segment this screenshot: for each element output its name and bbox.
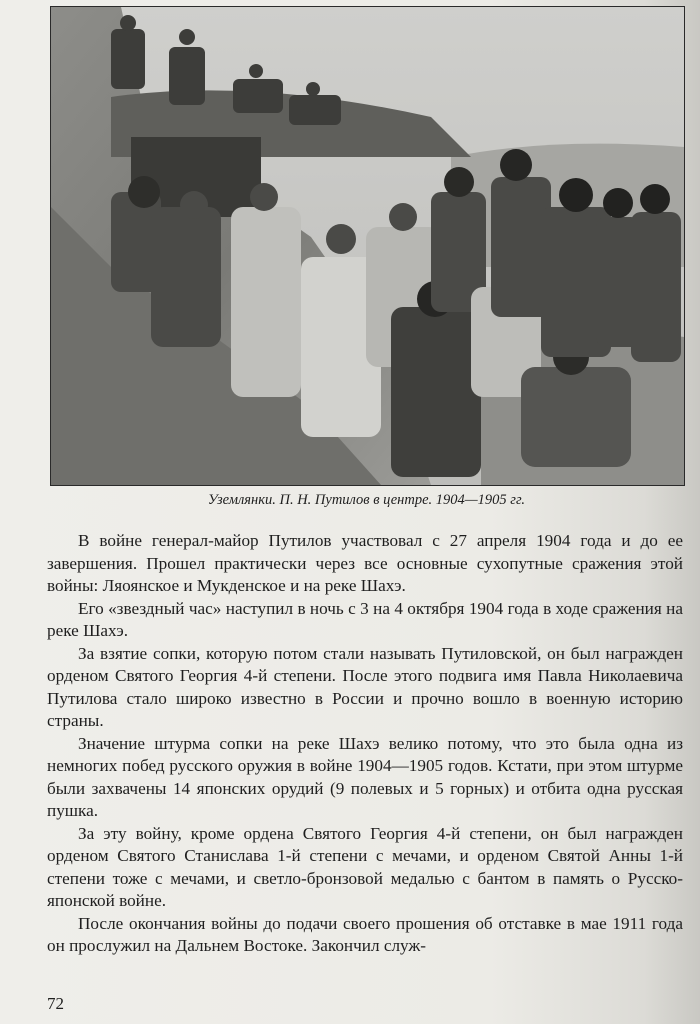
paragraph: За взятие сопки, которую потом стали называть Путиловской, он был награжден орденом Святого Георгия 4-й степени. После этого подвига имя Павла Николаевича Путилова стало широко известно в России и прочно вошло в военную историю страны. bbox=[47, 643, 683, 730]
paragraph: Значение штурма сопки на реке Шахэ велико потому, что это была одна из немногих побед русского оружия в войне 1904—1905 годов. Кстати, при этом штурме были захвачены 14 японских орудий (9 полевых и 5 горных) и отбита одна русская пушка. bbox=[47, 733, 683, 820]
paragraph: Его «звездный час» наступил в ночь с 3 на 4 октября 1904 года в ходе сражения на реке Шахэ. bbox=[47, 598, 683, 640]
paragraph: После окончания войны до подачи своего прошения об отставке в мае 1911 года он прослужил на Дальнем Востоке. Закончил служ- bbox=[47, 913, 683, 955]
historical-photograph bbox=[50, 6, 685, 486]
photo-caption: Уземлянки. П. Н. Путилов в центре. 1904—1905 гг. bbox=[207, 492, 526, 508]
page-number: 72 bbox=[47, 994, 64, 1013]
paragraph: За эту войну, кроме ордена Святого Георгия 4-й степени, он был награжден орденом Святого Станислава 1-й степени с мечами, и орденом Святой Анны 1-й степени тоже с мечами, и светло-бронзовой медалью с бантом в память о Русско-японской войне. bbox=[47, 823, 683, 910]
paragraph: В войне генерал-майор Путилов участвовал с 27 апреля 1904 года и до ее завершения. Прошел практически через все основные сухопутные сражения этой войны: Ляоянское и Мукденское и на реке Шахэ. bbox=[47, 531, 683, 595]
group-photo-illustration bbox=[51, 7, 684, 485]
body-text bbox=[47, 530, 683, 958]
